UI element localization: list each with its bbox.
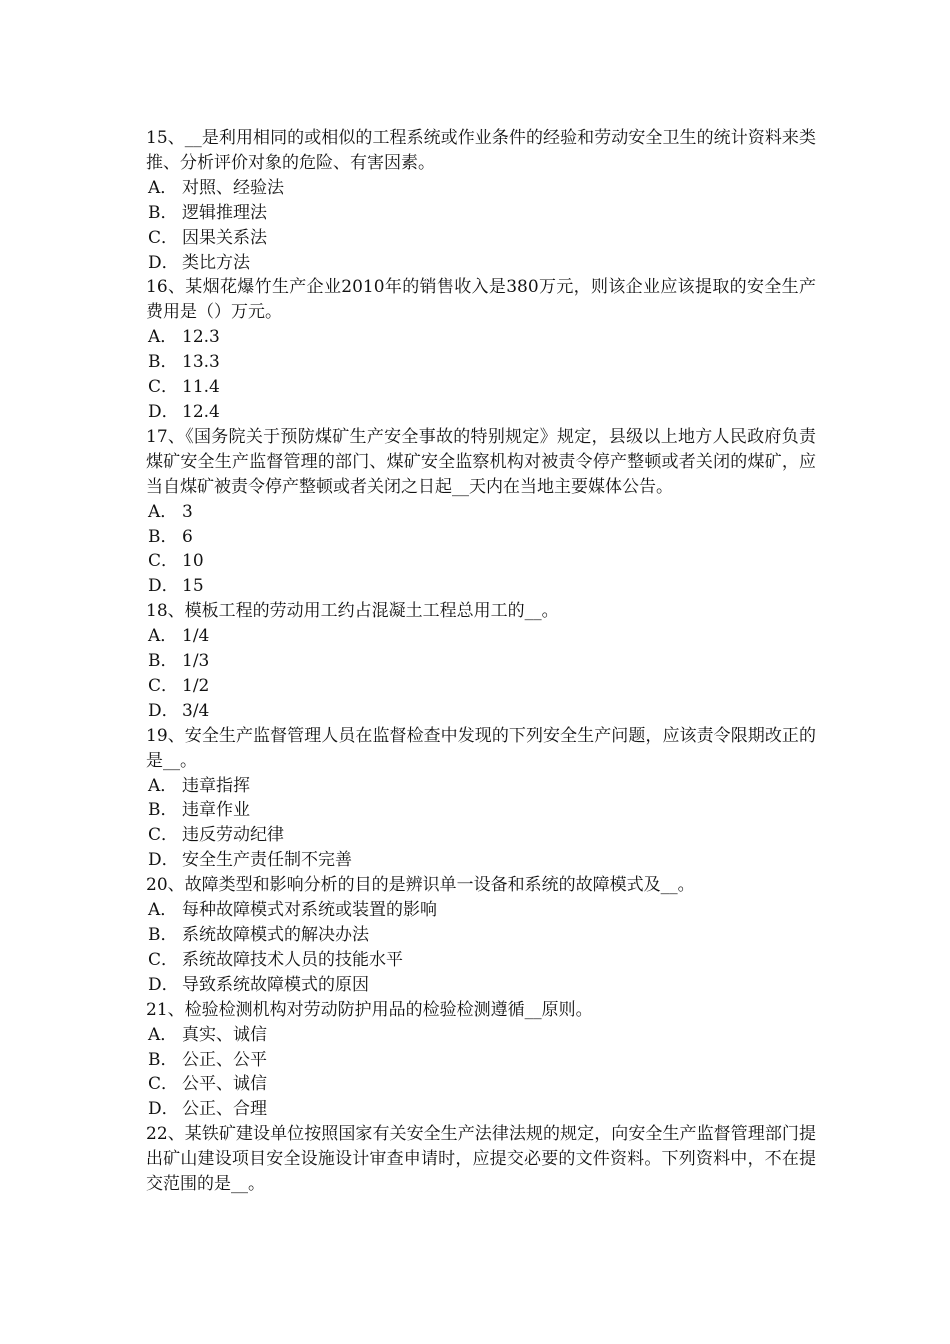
option-text: 公正、公平 (182, 1049, 267, 1070)
option-c (146, 823, 816, 848)
option-c (146, 1072, 816, 1097)
option-c (146, 375, 816, 400)
option-text: 公正、合理 (182, 1099, 267, 1120)
option-letter: B． (148, 526, 178, 547)
option-b (146, 201, 816, 226)
option-b (146, 350, 816, 375)
option-letter: D． (148, 252, 179, 273)
option-text: 因果关系法 (182, 227, 267, 248)
option-text: 10 (182, 551, 204, 572)
option-d (146, 699, 816, 724)
option-text: 公平、诚信 (182, 1074, 267, 1095)
option-text: 违反劳动纪律 (182, 825, 284, 846)
option-text: 违章指挥 (182, 775, 250, 796)
option-letter: D． (148, 401, 179, 422)
question-17 (146, 425, 816, 599)
option-text: 1/3 (182, 651, 210, 672)
option-d (146, 848, 816, 873)
option-letter: C． (148, 675, 179, 696)
option-b (146, 923, 816, 948)
question-21 (146, 998, 816, 1123)
question-15 (146, 126, 816, 275)
question-text: 19、安全生产监督管理人员在监督检查中发现的下列安全生产问题，应该责令限期改正的是__。 (146, 725, 816, 771)
question-16 (146, 275, 816, 424)
option-text: 导致系统故障模式的原因 (182, 974, 369, 995)
option-text: 系统故障模式的解决办法 (182, 925, 369, 945)
option-d (146, 251, 816, 276)
option-letter: D． (148, 1099, 179, 1120)
option-letter: A． (148, 177, 178, 198)
option-letter: C． (148, 1074, 179, 1095)
question-text: 18、模板工程的劳动用工约占混凝土工程总用工的__。 (146, 601, 559, 622)
option-letter: D． (148, 576, 179, 597)
option-letter: D． (148, 700, 179, 721)
option-letter: B． (148, 925, 178, 945)
option-text: 类比方法 (182, 252, 250, 273)
option-letter: A． (148, 501, 178, 522)
question-text: 20、故障类型和影响分析的目的是辨识单一设备和系统的故障模式及__。 (146, 875, 695, 896)
option-text: 12.3 (182, 327, 220, 348)
option-c (146, 549, 816, 574)
question-18 (146, 599, 816, 724)
option-letter: B． (148, 202, 178, 223)
question-22 (146, 1122, 816, 1197)
option-d (146, 973, 816, 998)
option-text: 对照、经验法 (182, 177, 284, 198)
option-letter: C． (148, 377, 179, 398)
option-d (146, 574, 816, 599)
option-text: 3/4 (182, 700, 210, 721)
question-text: 17、《国务院关于预防煤矿生产安全事故的特别规定》规定，县级以上地方人民政府负责煤矿安全生产监督管理的部门、煤矿安全监察机构对被责令停产整顿或者关闭的煤矿，应当自煤矿被责令停产整顿或者关闭之日起__天内在当地主要媒体公告。 (146, 426, 816, 497)
option-letter: A． (148, 775, 178, 796)
question-text: 15、__是利用相同的或相似的工程系统或作业条件的经验和劳动安全卫生的统计资料来类推、分析评价对象的危险、有害因素。 (146, 128, 816, 173)
option-c (146, 674, 816, 699)
option-letter: C． (148, 227, 179, 248)
option-a (146, 1023, 816, 1048)
option-letter: B． (148, 352, 178, 373)
option-letter: A． (148, 900, 178, 921)
option-a (146, 624, 816, 649)
option-a (146, 325, 816, 350)
option-text: 系统故障技术人员的技能水平 (182, 949, 403, 970)
option-letter: A． (148, 1024, 178, 1045)
option-a (146, 176, 816, 201)
option-d (146, 400, 816, 425)
question-text: 21、检验检测机构对劳动防护用品的检验检测遵循__原则。 (146, 999, 593, 1020)
option-text: 安全生产责任制不完善 (182, 850, 352, 871)
question-19 (146, 724, 816, 873)
option-letter: B． (148, 800, 178, 821)
option-text: 15 (182, 576, 204, 597)
option-a (146, 500, 816, 525)
option-text: 逻辑推理法 (182, 202, 267, 223)
option-text: 3 (182, 501, 193, 522)
option-text: 13.3 (182, 352, 220, 373)
option-letter: A． (148, 626, 178, 647)
option-letter: C． (148, 949, 179, 970)
option-b (146, 649, 816, 674)
question-text: 22、某铁矿建设单位按照国家有关安全生产法律法规的规定，向安全生产监督管理部门提出矿山建设项目安全设施设计审查申请时，应提交必要的文件资料。下列资料中，不在提交范围的是__。 (146, 1124, 816, 1195)
document-page (146, 126, 816, 1197)
option-text: 1/2 (182, 675, 210, 696)
option-text: 12.4 (182, 401, 220, 422)
option-text: 1/4 (182, 626, 210, 647)
option-c (146, 948, 816, 973)
option-letter: A． (148, 327, 178, 348)
option-c (146, 226, 816, 251)
option-text: 6 (182, 526, 193, 547)
option-text: 每种故障模式对系统或装置的影响 (182, 900, 437, 921)
option-letter: B． (148, 651, 178, 672)
option-letter: D． (148, 974, 179, 995)
option-a (146, 774, 816, 799)
option-letter: C． (148, 825, 179, 846)
option-text: 真实、诚信 (182, 1024, 267, 1045)
option-b (146, 798, 816, 823)
option-text: 违章作业 (182, 800, 250, 821)
option-d (146, 1097, 816, 1122)
option-a (146, 898, 816, 923)
question-text: 16、某烟花爆竹生产企业2010年的销售收入是380万元，则该企业应该提取的安全生产费用是（）万元。 (146, 277, 816, 323)
option-letter: C． (148, 551, 179, 572)
option-letter: D． (148, 850, 179, 871)
option-b (146, 1048, 816, 1073)
option-text: 11.4 (182, 377, 220, 398)
option-letter: B． (148, 1049, 178, 1070)
question-20 (146, 873, 816, 998)
option-b (146, 525, 816, 550)
